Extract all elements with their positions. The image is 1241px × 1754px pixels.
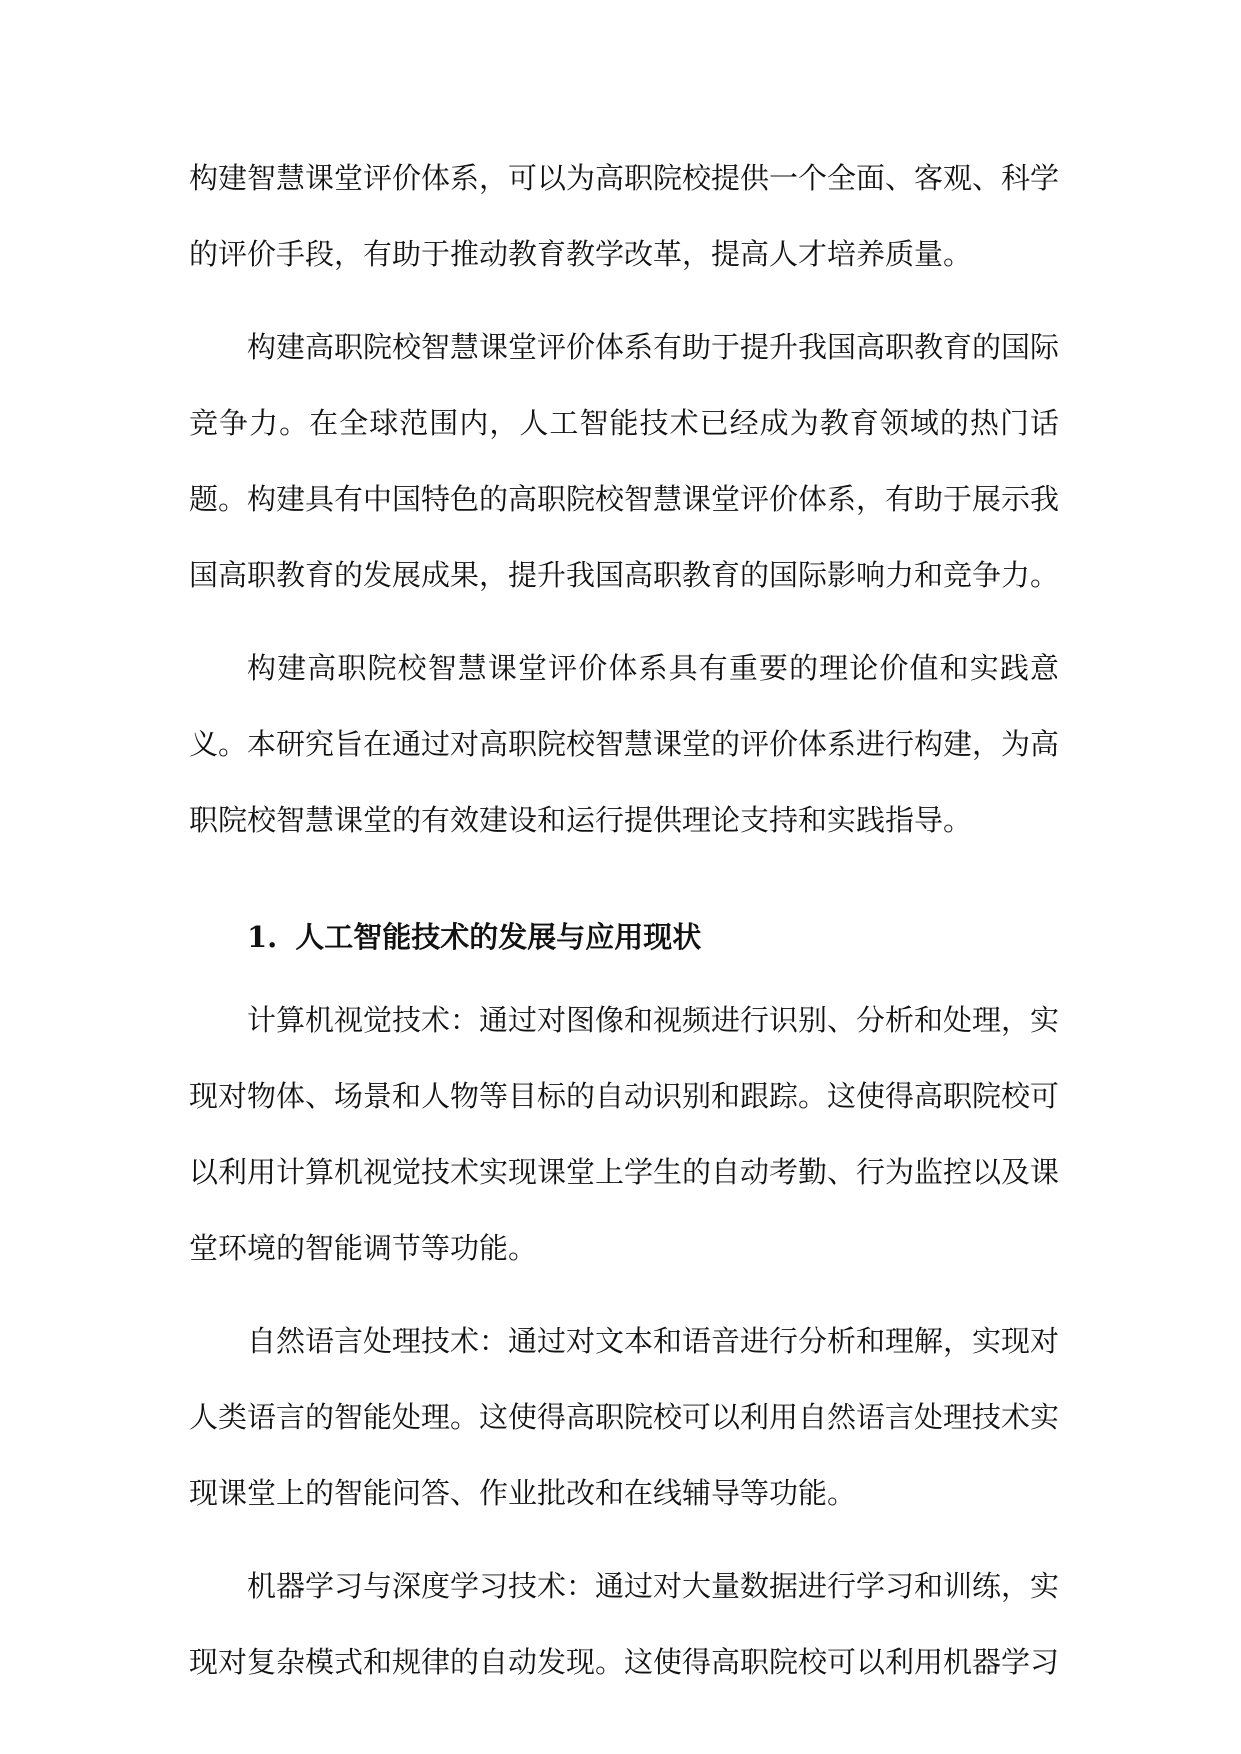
section-title: 人工智能技术的发展与应用现状 bbox=[295, 920, 702, 954]
section-heading bbox=[247, 904, 1059, 970]
section-number: 1. bbox=[247, 920, 278, 954]
paragraph-6: 机器学习与深度学习技术：通过对大量数据进行学习和训练，实现对复杂模式和规律的自动发现。这使得高职院校可以利用机器学习 bbox=[189, 1569, 1060, 1679]
paragraph-4: 计算机视觉技术：通过对图像和视频进行识别、分析和处理，实现对物体、场景和人物等目标的自动识别和跟踪。这使得高职院校可以利用计算机视觉技术实现课堂上学生的自动考勤、行为监控以及课堂环境的智能调节等功能。 bbox=[189, 1003, 1060, 1265]
paragraph-5: 自然语言处理技术：通过对文本和语音进行分析和理解，实现对人类语言的智能处理。这使得高职院校可以利用自然语言处理技术实现课堂上的智能问答、作业批改和在线辅导等功能。 bbox=[189, 1324, 1060, 1510]
paragraph-1: 构建智慧课堂评价体系，可以为高职院校提供一个全面、客观、科学的评价手段，有助于推动教育教学改革，提高人才培养质量。 bbox=[189, 161, 1060, 271]
paragraph-2: 构建高职院校智慧课堂评价体系有助于提升我国高职教育的国际竞争力。在全球范围内，人工智能技术已经成为教育领域的热门话题。构建具有中国特色的高职院校智慧课堂评价体系，有助于展示我国高职教育的发展成果，提升我国高职教育的国际影响力和竞争力。 bbox=[189, 330, 1060, 592]
paragraph-3: 构建高职院校智慧课堂评价体系具有重要的理论价值和实践意义。本研究旨在通过对高职院校智慧课堂的评价体系进行构建，为高职院校智慧课堂的有效建设和运行提供理论支持和实践指导。 bbox=[189, 651, 1060, 837]
document-body bbox=[189, 140, 1059, 1717]
